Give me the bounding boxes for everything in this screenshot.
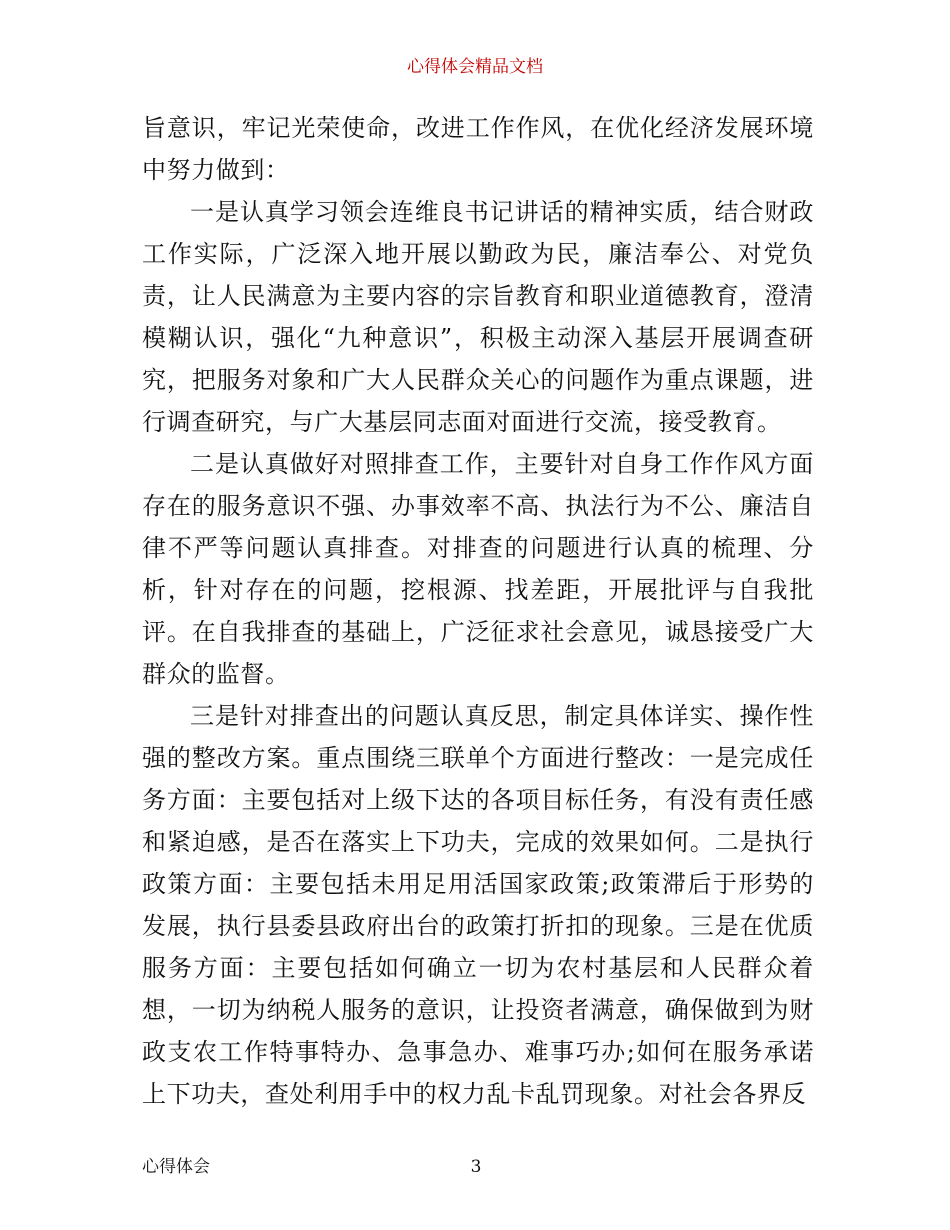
paragraph-continuation: 旨意识，牢记光荣使命，改进工作作风，在优化经济发展环境中努力做到： bbox=[142, 114, 814, 184]
paragraph-point-three: 三是针对排查出的问题认真反思，制定具体详实、操作性强的整改方案。重点围绕三联单个方面进行整改：一是完成任务方面：主要包括对上级下达的各项目标任务，有没有责任感和紧迫感，是否在落实上下功夫，完成的效果如何。二是执行政策方面：主要包括未用足用活国家政策;政策滞后于形势的发展，执行县委县政府出台的政策打折扣的现象。三是在优质服务方面：主要包括如何确立一切为农村基层和人民群众着想，一切为纳税人服务的意识，让投资者满意，确保做到为财政支农工作特事特办、急事急办、难事巧办;如何在服务承诺上下功夫，查处利用手中的权力乱卡乱罚现象。对社会各界反 bbox=[142, 702, 814, 1108]
document-body bbox=[142, 107, 814, 1115]
paragraph-point-one: 一是认真学习领会连维良书记讲话的精神实质，结合财政工作实际，广泛深入地开展以勤政为民，廉洁奉公、对党负责，让人民满意为主要内容的宗旨教育和职业道德教育，澄清模糊认识，强化“九种意识”，积极主动深入基层开展调查研究，把服务对象和广大人民群众关心的问题作为重点课题，进行调查研究，与广大基层同志面对面进行交流，接受教育。 bbox=[142, 198, 814, 436]
page-header-title: 心得体会精品文档 bbox=[407, 57, 543, 77]
page-number: 3 bbox=[470, 1157, 482, 1177]
paragraph-point-two: 二是认真做好对照排查工作，主要针对自身工作作风方面存在的服务意识不强、办事效率不高、执法行为不公、廉洁自律不严等问题认真排查。对排查的问题进行认真的梳理、分析，针对存在的问题，挖根源、找差距，开展批评与自我批评。在自我排查的基础上，广泛征求社会意见，诚恳接受广大群众的监督。 bbox=[142, 450, 814, 688]
footer-label: 心得体会 bbox=[142, 1157, 210, 1177]
